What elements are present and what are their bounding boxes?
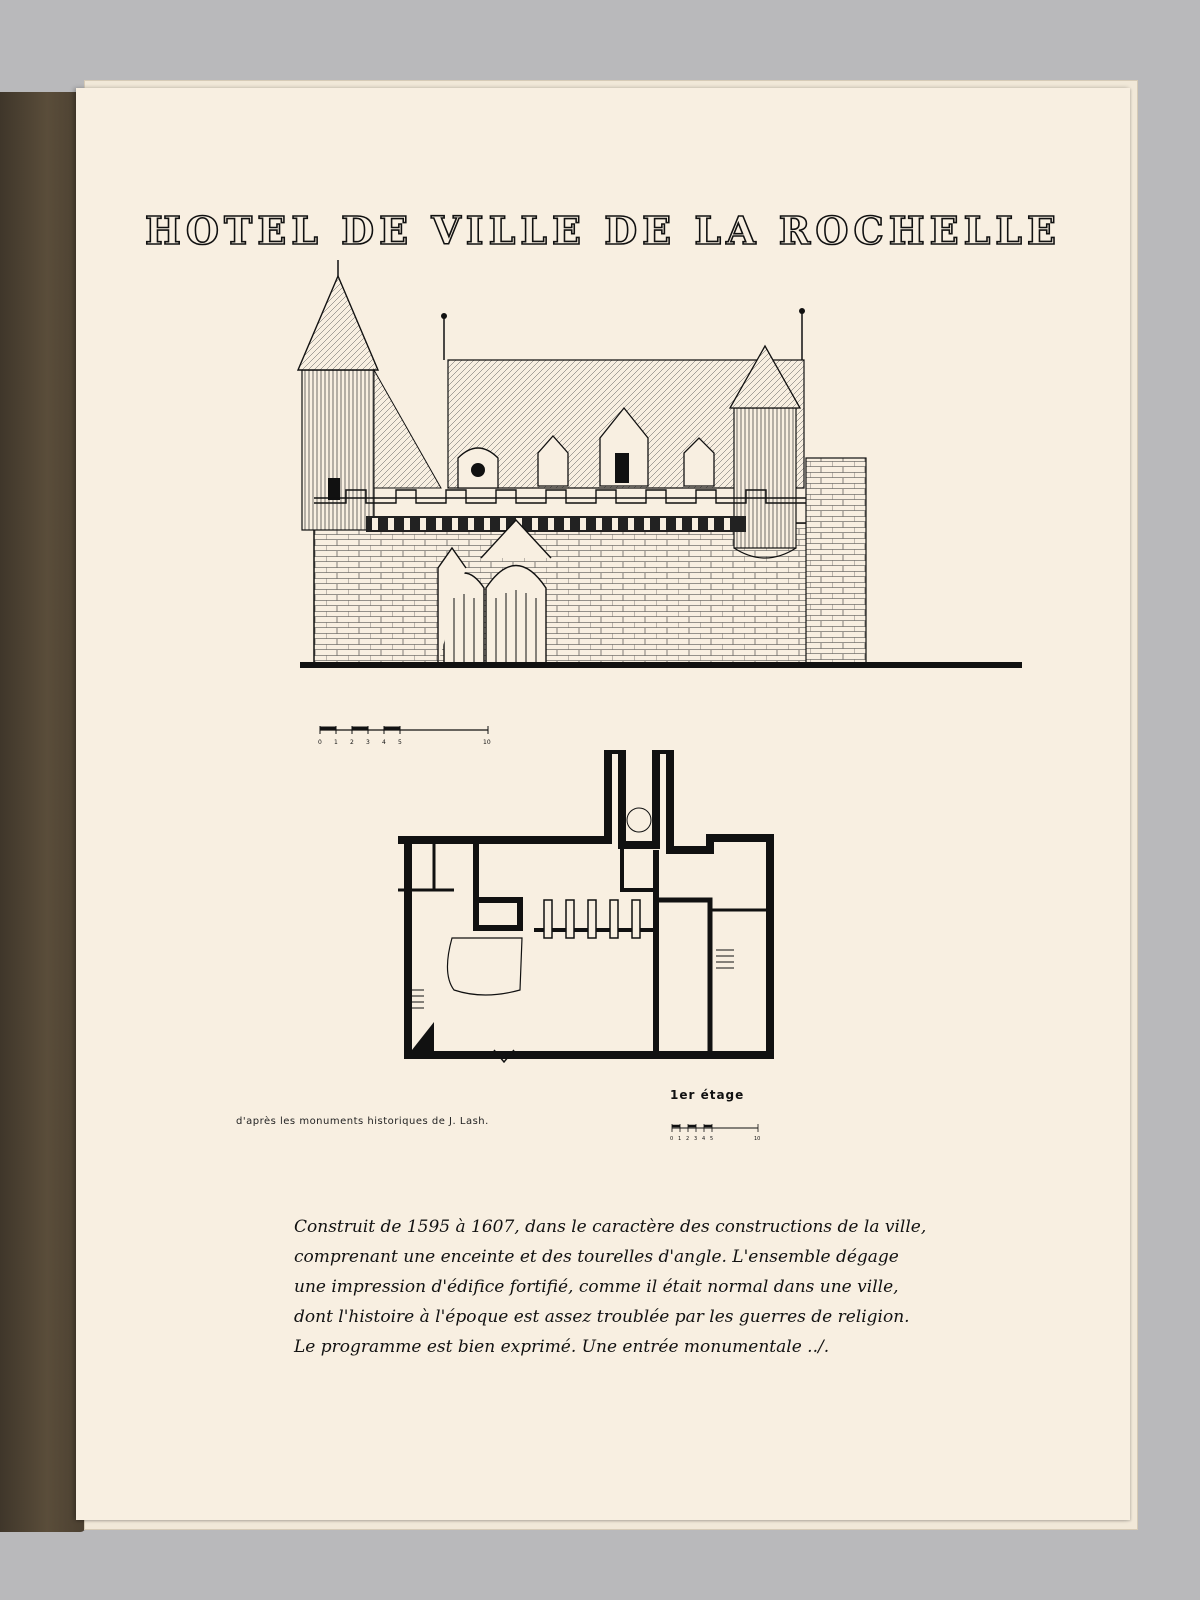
scale-tick-label: 2: [686, 1136, 690, 1142]
scale-tick-label: 5: [710, 1136, 714, 1142]
floor-label: 1er étage: [670, 1088, 745, 1102]
description-text: [294, 1212, 1034, 1362]
scale-tick-label: 1: [678, 1136, 682, 1142]
scale-tick-label: 2: [350, 739, 354, 746]
elevation-scale-bar: [316, 716, 556, 752]
scale-tick-label: 0: [670, 1136, 674, 1142]
description-line: Construit de 1595 à 1607, dans le caractère des constructions de la ville,: [294, 1217, 927, 1237]
scale-tick-label: 3: [366, 739, 370, 746]
plan-scale-bar: [670, 1118, 770, 1146]
scale-tick-label: 0: [318, 739, 322, 746]
floor-plan-drawing: [394, 750, 794, 1080]
scale-tick-label: 1: [334, 739, 338, 746]
scale-tick-label: 4: [702, 1136, 706, 1142]
page-title: HOTEL DE VILLE DE LA ROCHELLE: [144, 208, 1061, 253]
description-line: comprenant une enceinte et des tourelles d'angle. L'ensemble dégage: [294, 1247, 899, 1267]
description-line: une impression d'édifice fortifié, comme il était normal dans une ville,: [294, 1277, 899, 1297]
source-credit: d'après les monuments historiques de J. Lash.: [236, 1116, 489, 1127]
scale-tick-label: 3: [694, 1136, 698, 1142]
scale-tick-label: 10: [483, 739, 491, 746]
description-line: Le programme est bien exprimé. Une entrée monumentale ../.: [294, 1337, 830, 1357]
book-page: [76, 88, 1130, 1520]
scale-tick-label: 10: [754, 1136, 761, 1142]
facade-elevation-drawing: [216, 258, 1056, 693]
book-binding: [0, 92, 86, 1532]
scale-tick-label: 4: [382, 739, 386, 746]
description-line: dont l'histoire à l'époque est assez troublée par les guerres de religion.: [294, 1307, 910, 1327]
scale-tick-label: 5: [398, 739, 402, 746]
